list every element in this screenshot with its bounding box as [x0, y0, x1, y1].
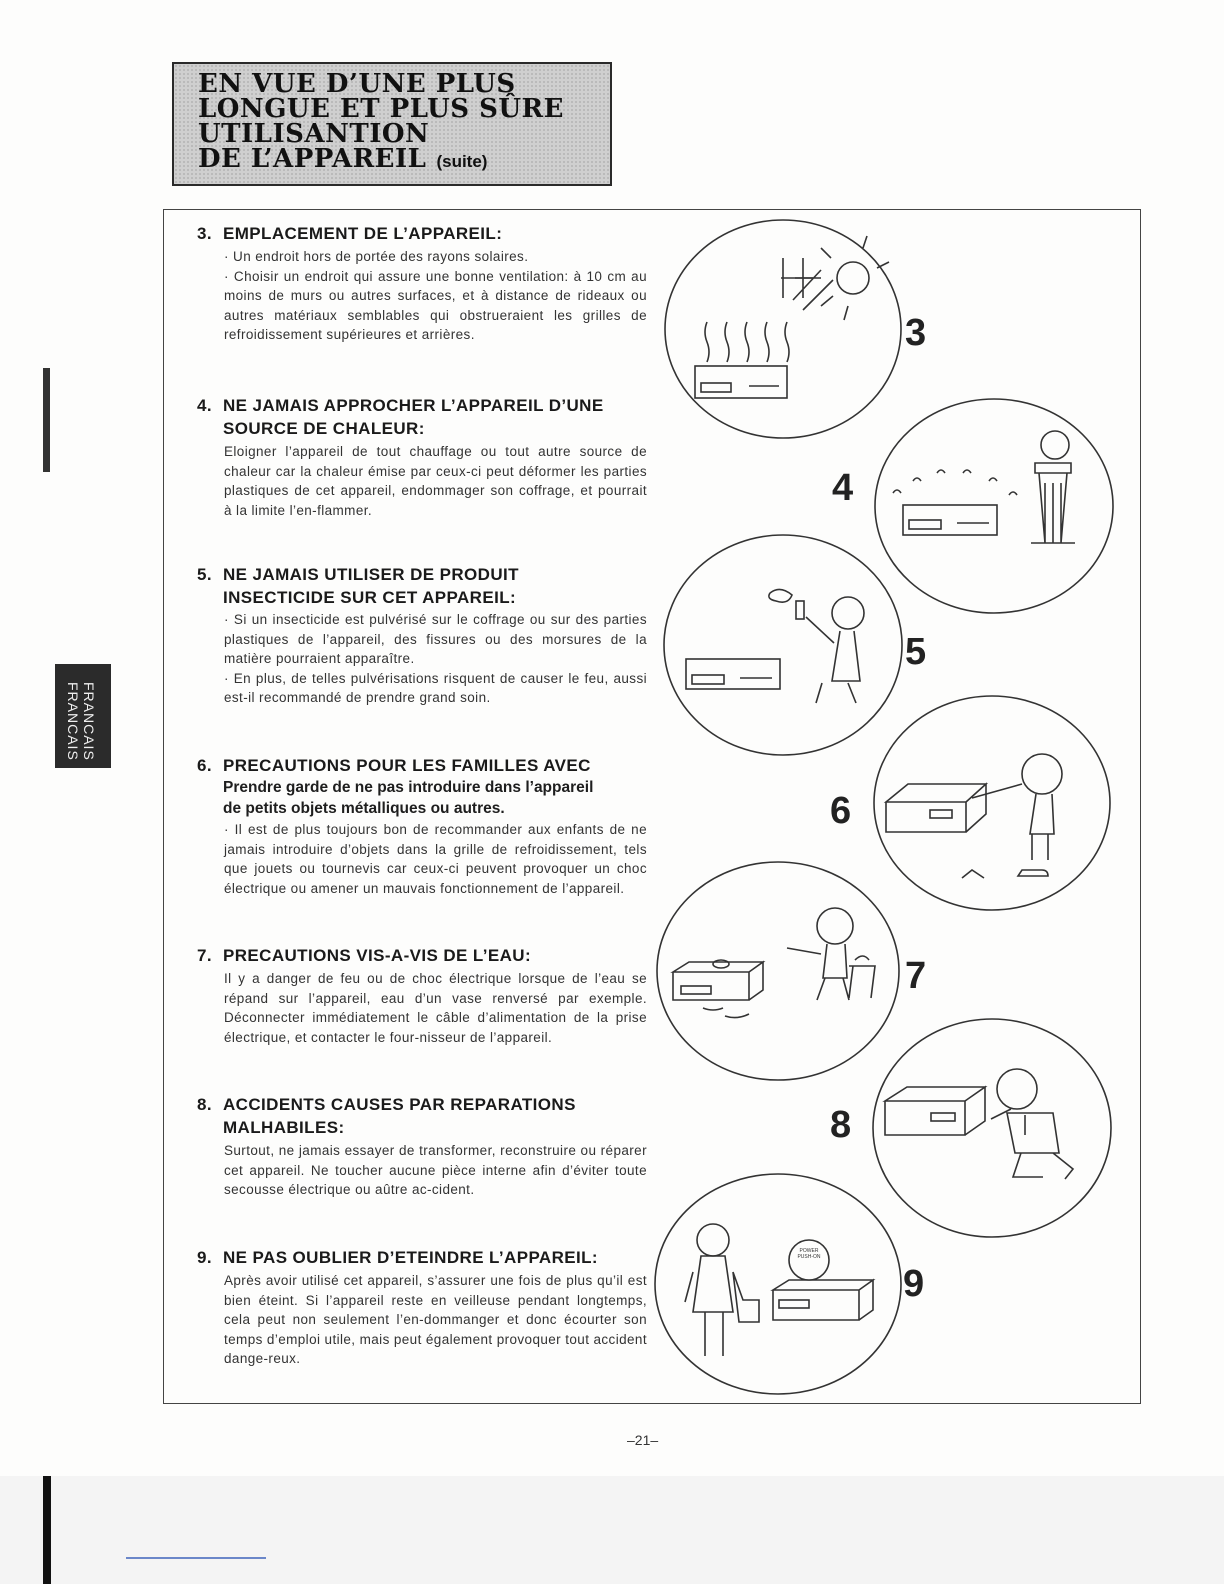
section-3-title: EMPLACEMENT DE L’APPAREIL: — [223, 224, 503, 243]
section-5-title-line-1: NE JAMAIS UTILISER DE PRODUIT — [223, 565, 519, 584]
section-6-subheading-line-1: Prendre garde de ne pas introduire dans l’appareil — [223, 779, 594, 796]
section-7 — [197, 944, 647, 1047]
page-number: –21– — [627, 1432, 659, 1448]
section-5-bullet-2: · En plus, de telles pulvérisations risquent de causer le feu, aussi est-il recommandé de prendre grand soin. — [224, 670, 647, 705]
illustration-label-5: 5 — [905, 631, 927, 673]
illustration-label-7: 7 — [905, 955, 927, 997]
section-7-text: Il y a danger de feu ou de choc électrique lorsque de l’eau se répand sur l’appareil, eau d’un vase renversé par exemple. Déconnecter immédiatement le câble d’alimentation de la prise électrique, et contacter le four-nisseur de l’appareil. — [224, 971, 647, 1045]
language-tab-label-2: FRANCAIS — [65, 682, 81, 761]
section-3-number: 3. — [197, 224, 212, 243]
illustration-label-3: 3 — [905, 312, 927, 354]
section-6-title: PRECAUTIONS POUR LES FAMILLES AVEC — [223, 756, 591, 775]
section-6-subheading — [197, 777, 647, 819]
section-3-bullet-2: · Choisir un endroit qui assure une bonne ventilation: à 10 cm au moins de murs ou autres surfaces, et à distance de rideaux ou autres matériaux semblables qui obstrueraient les grilles de refroidissement supérieures et arrières. — [224, 268, 647, 342]
section-8-number: 8. — [197, 1095, 212, 1114]
section-6-number: 6. — [197, 756, 212, 775]
water-spill-illustration-icon — [655, 860, 901, 1082]
section-8-body — [197, 1141, 647, 1200]
section-7-number: 7. — [197, 946, 212, 965]
section-9-heading — [197, 1246, 647, 1269]
sun-heat-illustration-icon — [663, 218, 903, 440]
next-page-edge — [0, 1476, 1224, 1584]
section-8-title — [223, 1093, 576, 1139]
power-button-label: POWER — [799, 1248, 819, 1254]
power-state-label: PUSH-ON — [797, 1254, 821, 1260]
section-3-heading — [197, 222, 647, 245]
section-5-bullet-1: · Si un insecticide est pulvérisé sur le coffrage ou sur des parties plastiques de l’appareil, des fissures ou des morsures de la matière pourraient apparaître. — [224, 612, 647, 666]
section-5-title — [223, 563, 519, 609]
section-4 — [197, 394, 647, 520]
section-5 — [197, 563, 647, 708]
section-6-body — [197, 820, 647, 898]
heater-illustration-icon — [873, 397, 1115, 615]
illustration-label-4: 4 — [832, 467, 854, 509]
section-9-number: 9. — [197, 1248, 212, 1267]
section-4-title — [223, 394, 604, 440]
margin-bar — [43, 368, 50, 472]
section-9-text: Après avoir utilisé cet appareil, s’assurer une fois de plus qu’il est bien éteint. Si l’appareil reste en veilleuse pendant longtemps, cela peut non seulement l’en-dommanger et donc écourter son temps d’emploi utile, mais peut également provoquer tout accident dange-reux. — [224, 1273, 647, 1366]
illustration-label-8: 8 — [830, 1104, 852, 1146]
section-4-number: 4. — [197, 396, 212, 415]
section-5-heading — [197, 563, 647, 609]
section-6-subheading-line-2: de petits objets métalliques ou autres. — [223, 800, 505, 817]
language-tab-label-1: FRANCAIS — [81, 682, 97, 761]
section-7-heading — [197, 944, 647, 967]
section-8-heading — [197, 1093, 647, 1139]
bottom-margin-bar — [43, 1476, 51, 1584]
section-8-title-line-1: ACCIDENTS CAUSES PAR REPARATIONS — [223, 1095, 576, 1114]
title-line-3: UTILISANTION — [198, 119, 430, 149]
section-6-heading — [197, 754, 647, 777]
section-5-title-line-2: INSECTICIDE SUR CET APPAREIL: — [223, 588, 517, 607]
bottom-rule — [126, 1557, 266, 1559]
section-5-body — [197, 610, 647, 708]
section-3-body — [197, 247, 647, 345]
section-7-title: PRECAUTIONS VIS-A-VIS DE L’EAU: — [223, 946, 532, 965]
power-off-illustration-icon — [653, 1172, 903, 1396]
title-line-4-text: DE L’APPAREIL — [198, 144, 427, 174]
section-8-text: Surtout, ne jamais essayer de transformer, reconstruire ou réparer cet appareil. Ne toucher aucune pièce interne afin d’éviter toute secousse électrique ou aûtre ac-cident. — [224, 1143, 647, 1197]
illustration-label-9: 9 — [903, 1263, 925, 1305]
section-9-body — [197, 1271, 647, 1369]
title-box — [172, 62, 612, 186]
section-7-body — [197, 969, 647, 1047]
section-8-title-line-2: MALHABILES: — [223, 1118, 345, 1137]
section-9 — [197, 1246, 647, 1369]
section-3-bullet-1: · Un endroit hors de portée des rayons solaires. — [224, 249, 529, 264]
section-4-text: Eloigner l’appareil de tout chauffage ou tout autre source de chaleur car la chaleur émise par ceux-ci peut déformer les parties plastiques de cet appareil, endommager son coffrage, et pourrait à la limite l’en-flammer. — [224, 444, 647, 518]
section-6-bullet-1: · Il est de plus toujours bon de recommander aux enfants de ne jamais introduire d’objets dans la grille de refroidissement, tels que jouets ou tournevis car ceux-ci peuvent provoquer un choc électrique ou amener un mauvais fonctionnement de l’appareil. — [224, 822, 647, 896]
section-4-body — [197, 442, 647, 520]
title-line-4 — [198, 144, 610, 174]
title-suite: (suite) — [436, 152, 488, 171]
section-4-title-line-1: NE JAMAIS APPROCHER L’APPAREIL D’UNE — [223, 396, 604, 415]
illustration-label-6: 6 — [830, 790, 852, 832]
child-screwdriver-illustration-icon — [872, 694, 1112, 912]
section-6 — [197, 754, 647, 898]
section-4-heading — [197, 394, 647, 440]
section-5-number: 5. — [197, 565, 212, 584]
section-3 — [197, 222, 647, 345]
title-line-1: EN VUE D’UNE PLUS — [198, 69, 516, 99]
section-9-title: NE PAS OUBLIER D’ETEINDRE L’APPAREIL: — [223, 1248, 598, 1267]
section-8 — [197, 1093, 647, 1200]
title-line-2: LONGUE ET PLUS SÛRE — [198, 94, 564, 124]
repair-attempt-illustration-icon — [871, 1017, 1113, 1239]
language-tab — [55, 664, 111, 768]
section-4-title-line-2: SOURCE DE CHALEUR: — [223, 419, 425, 438]
insecticide-spray-illustration-icon — [662, 533, 904, 757]
